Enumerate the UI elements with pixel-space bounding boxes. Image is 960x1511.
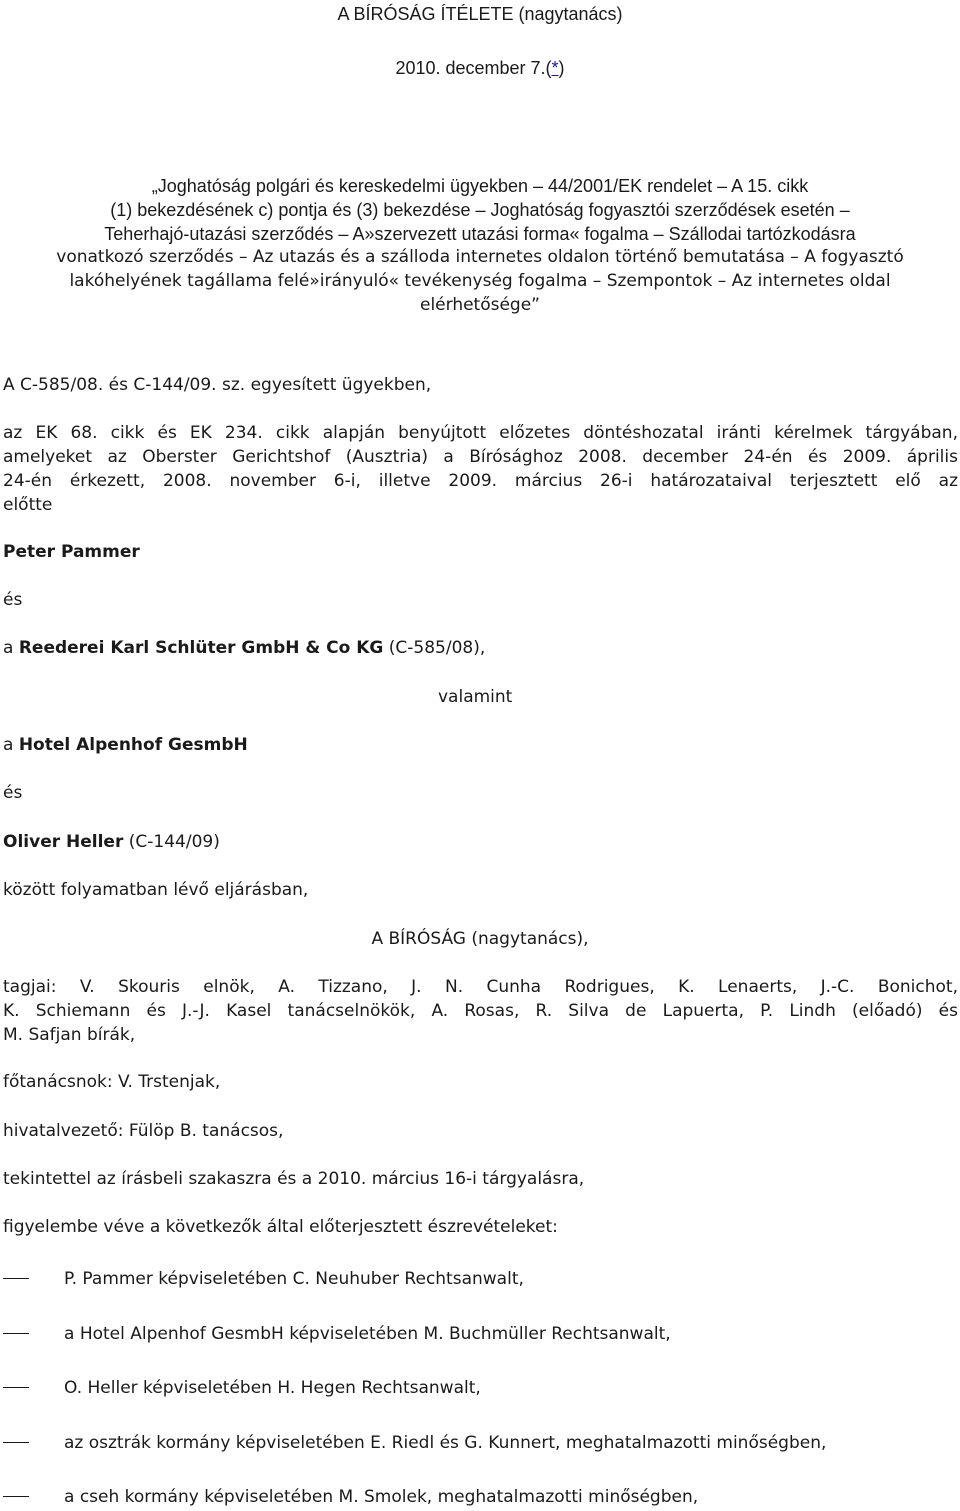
- footnote-link[interactable]: *: [551, 58, 559, 78]
- observations-intro: figyelembe véve a következők által előterjesztett észrevételeket:: [3, 1217, 558, 1237]
- party-pammer: [3, 542, 140, 562]
- party-name: Hotel Alpenhof GesmbH: [18, 735, 248, 755]
- dash-bullet: [3, 1333, 29, 1334]
- case-number: (C-144/09): [123, 832, 220, 852]
- request-line: az EK 68. cikk és EK 234. cikk alapján benyújtott előzetes döntéshozatal iránti kérelmek tárgyában,: [3, 423, 958, 443]
- subject-line: lakóhelyének tagállama felé»irányuló« tevékenység fogalma – Szempontok – Az internetes oldal: [69, 271, 891, 291]
- as-well-as: valamint: [438, 687, 513, 707]
- proceedings-text: között folyamatban lévő eljárásban,: [3, 880, 309, 900]
- request-line: előtte: [3, 495, 53, 515]
- conjunction: és: [3, 590, 23, 610]
- members-line: M. Safjan bírák,: [3, 1025, 136, 1045]
- conjunction: és: [3, 783, 23, 803]
- dash-bullet: [3, 1278, 29, 1279]
- party-hotel: [3, 735, 248, 755]
- observation-item: O. Heller képviseletében H. Hegen Rechtsanwalt,: [64, 1378, 481, 1398]
- procedure-text: tekintettel az írásbeli szakaszra és a 2010. március 16-i tárgyalásra,: [3, 1169, 585, 1189]
- case-number: (C-585/08),: [383, 638, 486, 658]
- party-name: Peter Pammer: [3, 542, 140, 562]
- request-line: amelyeket az Oberster Gerichtshof (Ausztria) a Bírósághoz 2008. december 24-én és 2009. április: [3, 447, 958, 467]
- observation-item: P. Pammer képviseletében C. Neuhuber Rechtsanwalt,: [64, 1269, 524, 1289]
- subject-line: (1) bekezdésének c) pontja és (3) bekezdése – Joghatóság fogyasztói szerződések esetén –: [110, 200, 850, 220]
- members-line: tagjai: V. Skouris elnök, A. Tizzano, J. N. Cunha Rodrigues, K. Lenaerts, J.-C. Bonichot,: [3, 977, 958, 997]
- dash-bullet: [3, 1496, 29, 1497]
- members-line: K. Schiemann és J.-J. Kasel tanácselnökök, A. Rosas, R. Silva de Lapuerta, P. Lindh (előadó) és: [3, 1001, 958, 1021]
- subject-line: elérhetősége”: [419, 295, 540, 315]
- party-heller: [3, 832, 220, 852]
- request-line: 24-én érkezett, 2008. november 6-i, illetve 2009. március 26-i határozataival terjesztett elő az: [3, 471, 958, 491]
- party-name: Reederei Karl Schlüter GmbH & Co KG: [18, 638, 384, 658]
- dash-bullet: [3, 1442, 29, 1443]
- party-name: Oliver Heller: [3, 832, 124, 852]
- advocate-general: főtanácsnok: V. Trstenjak,: [3, 1072, 221, 1092]
- judgment-date: [0, 58, 960, 79]
- joined-cases: A C-585/08. és C-144/09. sz. egyesített ügyekben,: [3, 375, 432, 395]
- court-heading: A BÍRÓSÁG (nagytanács),: [371, 929, 589, 949]
- observation-item: a cseh kormány képviseletében M. Smolek, meghatalmazotti minőségben,: [64, 1487, 699, 1507]
- subject-line: vonatkozó szerződés – Az utazás és a szálloda internetes oldalon történő bemutatása – A fogyasztó: [56, 247, 904, 267]
- subject-line: „Joghatóság polgári és kereskedelmi ügyekben – 44/2001/EK rendelet – A 15. cikk: [151, 176, 809, 196]
- date-suffix: ): [558, 58, 565, 78]
- registrar: hivatalvezető: Fülöp B. tanácsos,: [3, 1121, 284, 1141]
- dash-bullet: [3, 1387, 29, 1388]
- observation-item: az osztrák kormány képviseletében E. Riedl és G. Kunnert, meghatalmazotti minőségben,: [64, 1433, 827, 1453]
- party-reederei: [3, 638, 485, 658]
- observation-item: a Hotel Alpenhof GesmbH képviseletében M. Buchmüller Rechtsanwalt,: [64, 1324, 671, 1344]
- judgment-title: A BÍRÓSÁG ÍTÉLETE (nagytanács): [337, 4, 623, 24]
- subject-line: Teherhajó-utazási szerződés – A»szervezett utazási forma« fogalma – Szállodai tartózkodásra: [104, 224, 856, 244]
- party-prefix: a: [3, 735, 19, 755]
- party-prefix: a: [3, 638, 19, 658]
- date-text: 2010. december 7.(: [395, 58, 552, 78]
